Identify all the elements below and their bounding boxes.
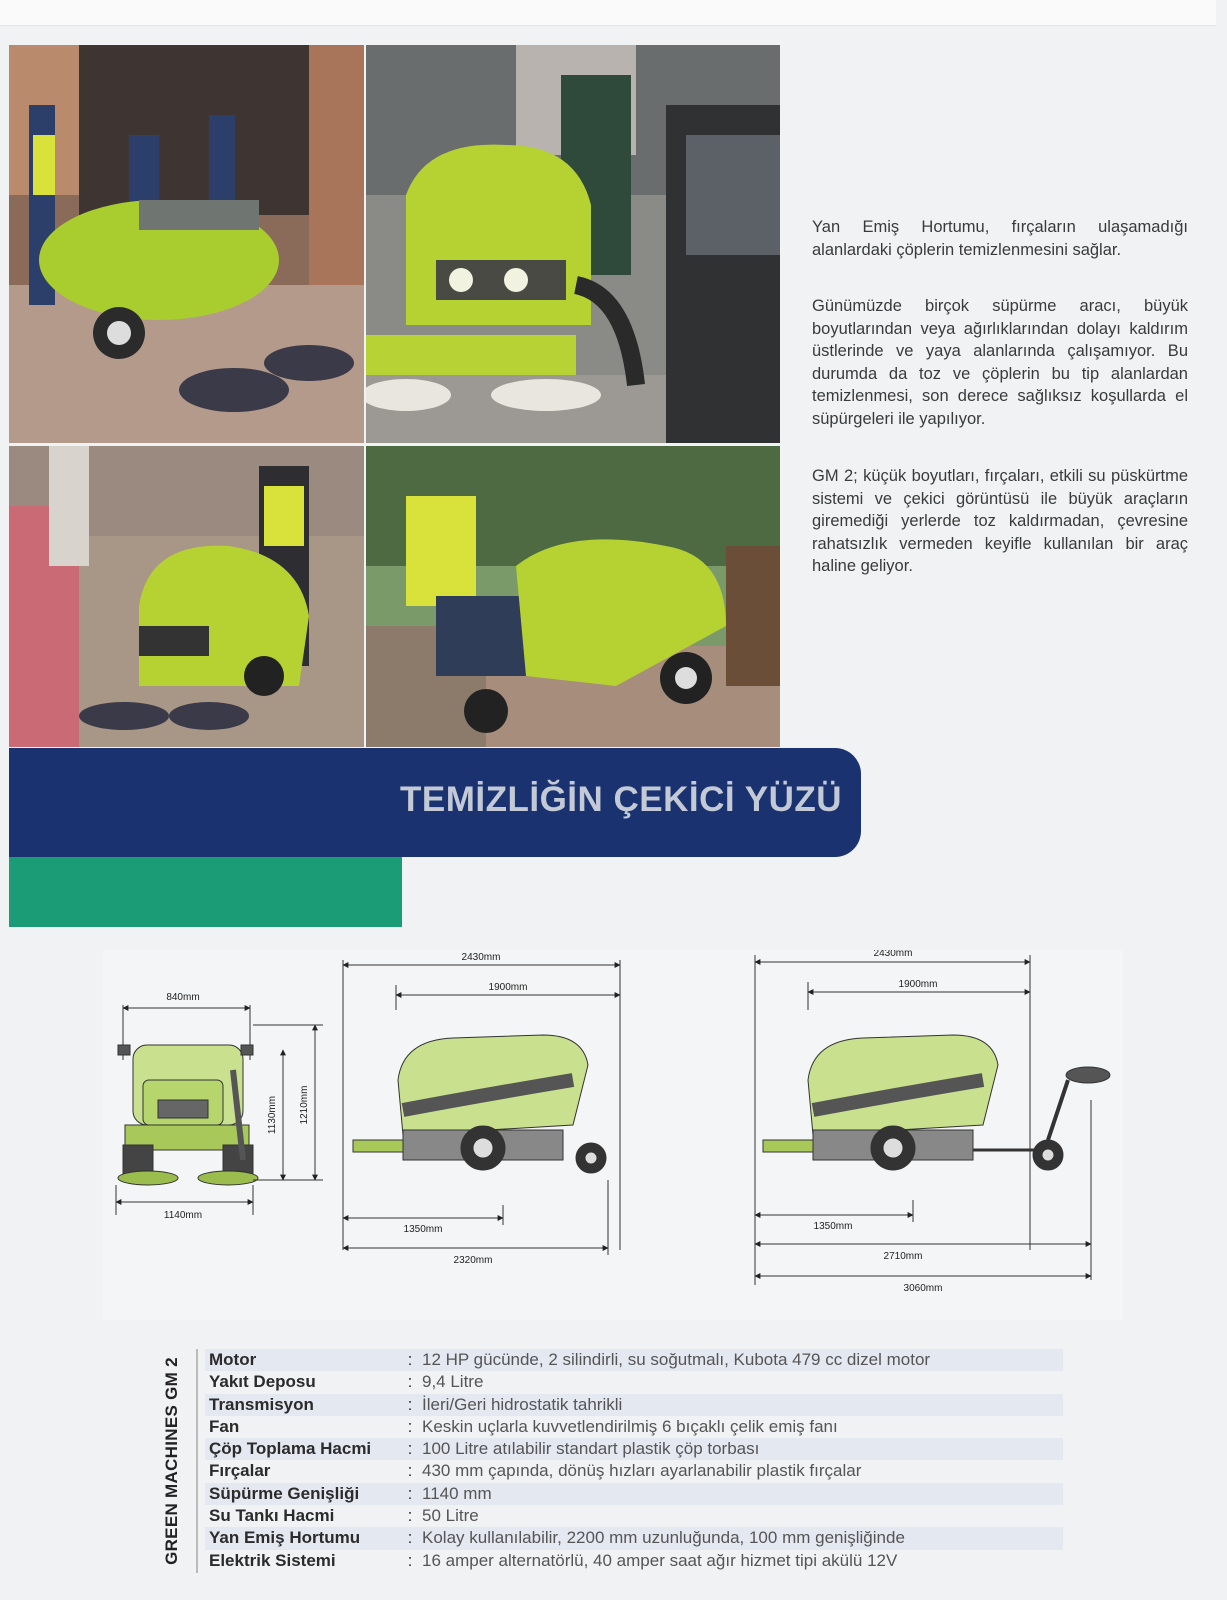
spec-value: İleri/Geri hidrostatik tahrikli bbox=[422, 1394, 623, 1414]
spec-label: Su Tankı Hacmi bbox=[209, 1506, 335, 1526]
spec-row-fuel: Yakıt Deposu : 9,4 Litre bbox=[205, 1371, 1063, 1393]
spec-title bbox=[150, 1350, 194, 1572]
spec-label: Yakıt Deposu bbox=[209, 1372, 316, 1392]
dim-hose-overall: 2430mm bbox=[873, 950, 913, 959]
dim-front-height-b: 1210mm bbox=[299, 1085, 310, 1125]
spec-row-side-hose: Yan Emiş Hortumu : Kolay kullanılabilir, 2200 mm uzunluğunda, 100 mm genişliğinde bbox=[205, 1527, 1063, 1549]
spec-label: Yan Emiş Hortumu bbox=[209, 1528, 361, 1548]
photo-sweeper-pedestrian bbox=[9, 446, 364, 747]
spec-value: 9,4 Litre bbox=[422, 1372, 484, 1392]
spec-row-electrical: Elektrik Sistemi : 16 amper alternatörlü, 40 amper saat ağır hizmet tipi akülü 12V bbox=[205, 1550, 1063, 1572]
spec-row-motor: Motor : 12 HP gücünde, 2 silindirli, su soğutmalı, Kubota 479 cc dizel motor bbox=[205, 1349, 1063, 1371]
spec-label: Süpürme Genişliği bbox=[209, 1483, 360, 1503]
dim-hose-body: 1900mm bbox=[898, 979, 938, 990]
banner-title: TEMİZLİĞİN ÇEKİCİ YÜZÜ bbox=[400, 780, 843, 819]
dim-side-front-offset: 1350mm bbox=[403, 1224, 443, 1235]
dim-front-width-bottom: 1140mm bbox=[163, 1210, 203, 1221]
spec-value: Keskin uçlarla kuvvetlendirilmiş 6 bıçaklı çelik emiş fanı bbox=[422, 1416, 838, 1436]
accent-bar bbox=[9, 857, 402, 927]
dim-hose-total: 3060mm bbox=[903, 1283, 943, 1294]
side-view-hose-drawing bbox=[755, 955, 1110, 1285]
spec-row-waste-capacity: Çöp Toplama Hacmi : 100 Litre atılabilir standart plastik çöp torbası bbox=[205, 1438, 1063, 1460]
spec-value: 1140 mm bbox=[422, 1483, 492, 1503]
spec-label: Fırçalar bbox=[209, 1461, 271, 1481]
spec-row-brushes: Fırçalar : 430 mm çapında, dönüş hızları ayarlanabilir plastik fırçalar bbox=[205, 1460, 1063, 1482]
front-view-drawing bbox=[116, 1005, 323, 1215]
text-side-hose: Yan Emiş Hortumu, fırçaların ulaşamadığı alanlardaki çöplerin temizlenmesini sağlar. bbox=[812, 218, 1188, 259]
spec-row-transmission: Transmisyon : İleri/Geri hidrostatik tahrikli bbox=[205, 1394, 1063, 1416]
dim-side-overall: 2430mm bbox=[461, 952, 501, 963]
dim-front-height-a: 1130mm bbox=[267, 1095, 278, 1135]
dim-side-length: 2320mm bbox=[453, 1255, 493, 1266]
technical-drawings bbox=[103, 950, 1123, 1320]
text-problem: Günümüzde birçok süpürme aracı, büyük boyutlarından veya ağırlıklarından dolayı kaldırım üstlerinde ve yaya alanlarında çalışamıyor. Bu durumda da toz ve çöplerin bu tip alanlardan temizlenmesi, son derece sağlıksız koşullarda el süpürgeleri ile yapılıyor. bbox=[812, 297, 1188, 428]
spec-table bbox=[205, 1349, 1063, 1572]
dim-hose-front-offset: 1350mm bbox=[813, 1221, 853, 1232]
dim-front-width-top: 840mm bbox=[166, 992, 200, 1003]
photo-sweeper-by-car bbox=[366, 45, 780, 443]
spec-row-water-tank: Su Tankı Hacmi : 50 Litre bbox=[205, 1505, 1063, 1527]
spec-value: 430 mm çapında, dönüş hızları ayarlanabilir plastik fırçalar bbox=[422, 1461, 862, 1481]
spec-row-fan: Fan : Keskin uçlarla kuvvetlendirilmiş 6 bıçaklı çelik emiş fanı bbox=[205, 1416, 1063, 1438]
spec-label: Elektrik Sistemi bbox=[209, 1550, 336, 1570]
spec-label: Motor bbox=[209, 1350, 257, 1369]
spec-value: 100 Litre atılabilir standart plastik çöp torbası bbox=[422, 1439, 760, 1459]
top-bar bbox=[0, 0, 1216, 26]
spec-value: 12 HP gücünde, 2 silindirli, su soğutmalı, Kubota 479 cc dizel motor bbox=[422, 1350, 931, 1369]
dim-hose-length: 2710mm bbox=[883, 1251, 923, 1262]
spec-title-text: GREEN MACHINES GM 2 bbox=[162, 1357, 181, 1565]
spec-label: Transmisyon bbox=[209, 1394, 314, 1414]
side-view-drawing bbox=[343, 960, 620, 1255]
spec-label: Fan bbox=[209, 1416, 240, 1436]
text-gm2-benefits: GM 2; küçük boyutları, fırçaları, etkili su püskürtme sistemi ve çekici görüntüsü ile büyük araçların giremediği yerlerde toz kaldırmadan, çevresine rahatsızlık vermeden keyifle kullanılan bir araç haline geliyor. bbox=[812, 467, 1188, 575]
dim-side-body: 1900mm bbox=[488, 982, 528, 993]
spec-value: 50 Litre bbox=[422, 1506, 479, 1526]
photo-sweeper-storefront bbox=[9, 45, 364, 443]
spec-row-sweep-width: Süpürme Genişliği : 1140 mm bbox=[205, 1483, 1063, 1505]
photo-sweeper-operator bbox=[366, 446, 780, 747]
spec-divider bbox=[196, 1349, 198, 1573]
spec-value: 16 amper alternatörlü, 40 amper saat ağır hizmet tipi akülü 12V bbox=[422, 1550, 898, 1570]
spec-label: Çöp Toplama Hacmi bbox=[209, 1439, 372, 1459]
spec-value: Kolay kullanılabilir, 2200 mm uzunluğunda, 100 mm genişliğinde bbox=[422, 1528, 905, 1548]
